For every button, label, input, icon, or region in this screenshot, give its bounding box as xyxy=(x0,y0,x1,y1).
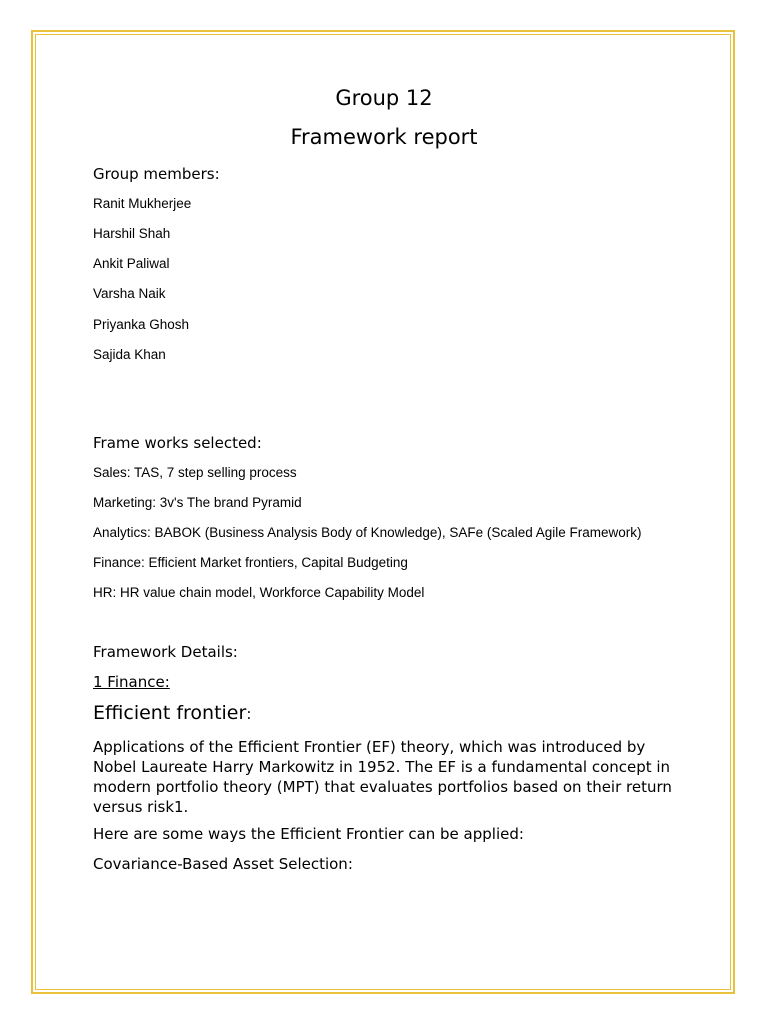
member-name: Harshil Shah xyxy=(93,226,171,241)
subheading-colon: : xyxy=(246,705,252,723)
members-heading: Group members: xyxy=(93,165,220,183)
framework-item: HR: HR value chain model, Workforce Capability Model xyxy=(93,585,425,600)
member-name: Sajida Khan xyxy=(93,347,166,362)
framework-item: Analytics: BABOK (Business Analysis Body of Knowledge), SAFe (Scaled Agile Framework) xyxy=(93,525,642,540)
member-name: Varsha Naik xyxy=(93,286,166,301)
member-name: Priyanka Ghosh xyxy=(93,317,190,332)
title-line-1: Group 12 xyxy=(335,86,433,110)
title-line-2: Framework report xyxy=(290,125,478,149)
member-name: Ranit Mukherjee xyxy=(93,196,192,211)
framework-item: Marketing: 3v's The brand Pyramid xyxy=(93,495,302,510)
paragraph-covariance: Covariance-Based Asset Selection: xyxy=(93,855,353,873)
paragraph-ef-intro: Applications of the Efficient Frontier (EF) theory, which was introduced by Nobel Laureate Harry Markowitz in 1952. The EF is a fundamental concept in modern portfolio theory (MPT) that evaluates portfolios based on their return versus risk1. xyxy=(93,738,672,816)
efficient-frontier-heading xyxy=(93,702,251,724)
framework-item: Sales: TAS, 7 step selling process xyxy=(93,465,297,480)
section-label-finance: 1 Finance: xyxy=(93,673,170,691)
frameworks-heading: Frame works selected: xyxy=(93,434,262,452)
subheading-text: Efficient frontier xyxy=(93,702,247,724)
details-heading: Framework Details: xyxy=(93,643,238,661)
member-name: Ankit Paliwal xyxy=(93,256,170,271)
framework-item: Finance: Efficient Market frontiers, Capital Budgeting xyxy=(93,555,408,570)
paragraph-ef-applications: Here are some ways the Efficient Frontier can be applied: xyxy=(93,825,524,843)
